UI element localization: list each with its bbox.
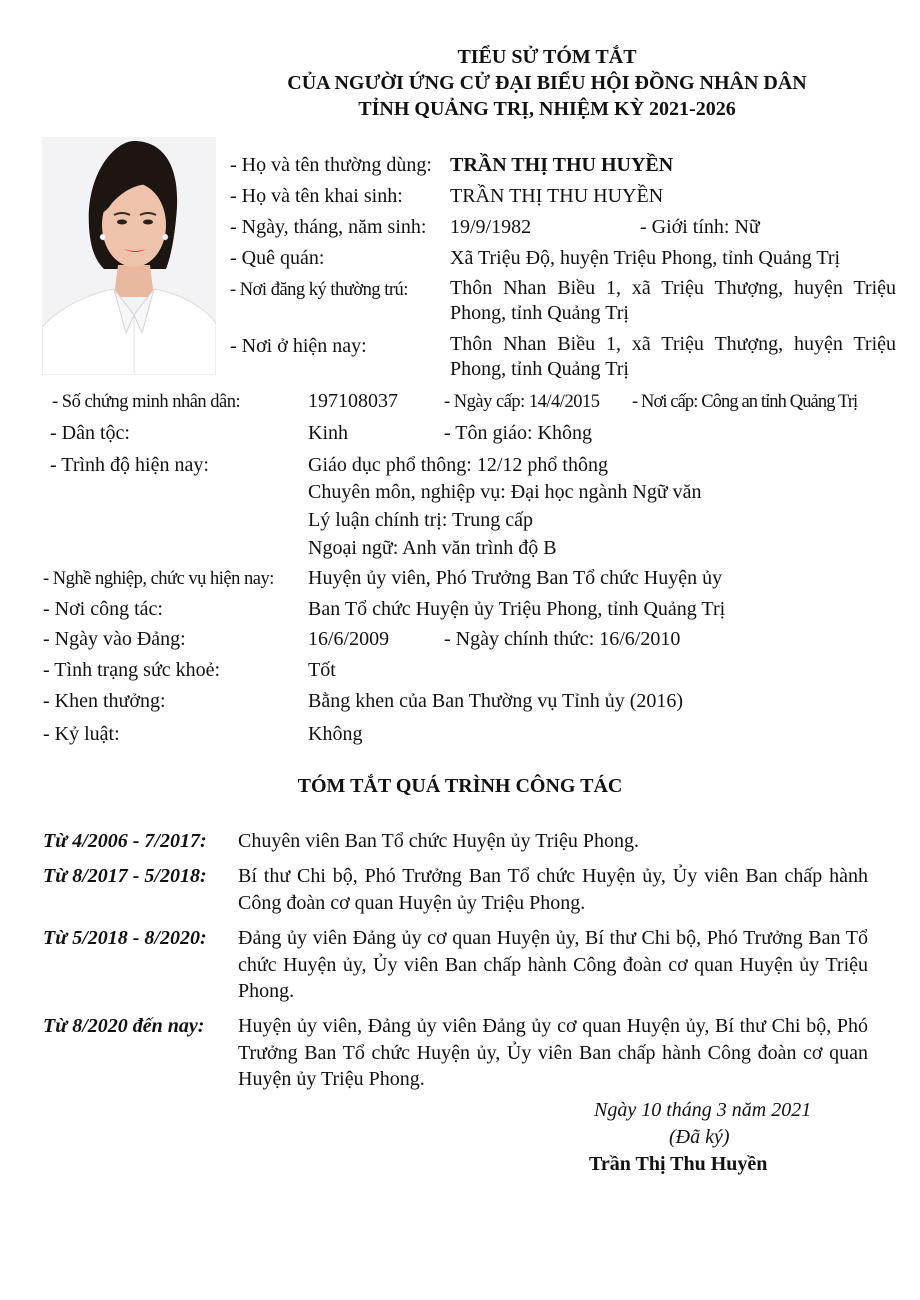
signature-date: Ngày 10 tháng 3 năm 2021: [594, 1099, 812, 1121]
education-professional: Chuyên môn, nghiệp vụ: Đại học ngành Ngữ văn: [308, 481, 702, 503]
discipline-value: Không: [308, 723, 363, 745]
id-number-value: 197108037: [308, 390, 398, 412]
ethnic-label: - Dân tộc:: [50, 422, 130, 444]
party-date-label: - Ngày vào Đảng:: [43, 628, 186, 650]
current-address-value: Thôn Nhan Biều 1, xã Triệu Thượng, huyện Triệu Phong, tỉnh Quảng Trị: [450, 333, 896, 380]
award-label: - Khen thưởng:: [43, 690, 166, 712]
religion-value: - Tôn giáo: Không: [444, 422, 592, 444]
ethnic-value: Kinh: [308, 422, 348, 444]
signature-signed: (Đã ký): [669, 1126, 730, 1148]
dob-label: - Ngày, tháng, năm sinh:: [230, 216, 427, 238]
period-text: Bí thư Chi bộ, Phó Trưởng Ban Tổ chức Huyện ủy, Ủy viên Ban chấp hành Công đoàn cơ quan Huyện ủy Triệu Phong.: [238, 865, 868, 914]
id-number-label: - Số chứng minh nhân dân:: [52, 392, 241, 412]
period-text: Đảng ủy viên Đảng ủy cơ quan Huyện ủy, Bí thư Chi bộ, Phó Trưởng Ban Tổ chức Huyện ủy, Ủy viên Ban chấp hành Công đoàn cơ quan Huyện ủy Triệu Phong.: [238, 927, 868, 1002]
workplace-value: Ban Tổ chức Huyện ủy Triệu Phong, tỉnh Quảng Trị: [308, 598, 726, 620]
common-name-value: TRẦN THỊ THU HUYỀN: [450, 154, 674, 176]
portrait-icon: [42, 137, 216, 375]
gender-value: - Giới tính: Nữ: [640, 216, 760, 238]
signature-name: Trần Thị Thu Huyền: [589, 1153, 768, 1175]
career-heading: TÓM TẮT QUÁ TRÌNH CÔNG TÁC: [297, 775, 623, 797]
period-label: Từ 8/2017 - 5/2018:: [43, 865, 207, 887]
party-date-value: 16/6/2009: [308, 628, 390, 650]
birth-name-value: TRẦN THỊ THU HUYỀN: [450, 185, 664, 207]
id-issue-date: - Ngày cấp: 14/4/2015: [444, 392, 600, 412]
current-address-label: - Nơi ở hiện nay:: [230, 335, 367, 357]
workplace-label: - Nơi công tác:: [43, 598, 163, 620]
period-label: Từ 4/2006 - 7/2017:: [43, 830, 207, 852]
common-name-label: - Họ và tên thường dùng:: [230, 154, 432, 176]
discipline-label: - Kỷ luật:: [43, 723, 120, 745]
hometown-label: - Quê quán:: [230, 247, 325, 269]
period-label: Từ 8/2020 đến nay:: [43, 1015, 205, 1037]
education-general: Giáo dục phổ thông: 12/12 phổ thông: [308, 454, 608, 476]
education-label: - Trình độ hiện nay:: [50, 454, 209, 476]
award-value: Bằng khen của Ban Thường vụ Tỉnh ủy (2016): [308, 690, 684, 712]
party-official-date: - Ngày chính thức: 16/6/2010: [444, 628, 681, 650]
document-subtitle: CỦA NGƯỜI ỨNG CỬ ĐẠI BIỂU HỘI ĐỒNG NHÂN DÂN: [287, 72, 807, 94]
hometown-value: Xã Triệu Độ, huyện Triệu Phong, tỉnh Quảng Trị: [450, 247, 841, 269]
job-label: - Nghề nghiệp, chức vụ hiện nay:: [43, 569, 274, 589]
education-political: Lý luận chính trị: Trung cấp: [308, 509, 533, 531]
education-language: Ngoại ngữ: Anh văn trình độ B: [308, 537, 557, 559]
health-value: Tốt: [308, 659, 336, 681]
residence-value: Thôn Nhan Biều 1, xã Triệu Thượng, huyện Triệu Phong, tỉnh Quảng Trị: [450, 277, 896, 324]
portrait-photo: [42, 137, 216, 375]
residence-label: - Nơi đăng ký thường trú:: [230, 280, 408, 300]
document-subtitle-term: TỈNH QUẢNG TRỊ, NHIỆM KỲ 2021-2026: [358, 98, 736, 120]
id-issue-place: - Nơi cấp: Công an tỉnh Quảng Trị: [632, 392, 858, 412]
dob-value: 19/9/1982: [450, 216, 532, 238]
job-value: Huyện ủy viên, Phó Trưởng Ban Tổ chức Huyện ủy: [308, 567, 723, 589]
period-label: Từ 5/2018 - 8/2020:: [43, 927, 207, 949]
birth-name-label: - Họ và tên khai sinh:: [230, 185, 403, 207]
health-label: - Tình trạng sức khoẻ:: [43, 659, 221, 681]
period-text: Chuyên viên Ban Tổ chức Huyện ủy Triệu Phong.: [238, 830, 640, 852]
period-text: Huyện ủy viên, Đảng ủy viên Đảng ủy cơ quan Huyện ủy, Bí thư Chi bộ, Phó Trưởng Ban Tổ chức Huyện ủy, Ủy viên Ban chấp hành Công đoàn cơ quan Huyện ủy Triệu Phong.: [238, 1015, 868, 1090]
document-title: TIỂU SỬ TÓM TẮT: [457, 46, 637, 68]
